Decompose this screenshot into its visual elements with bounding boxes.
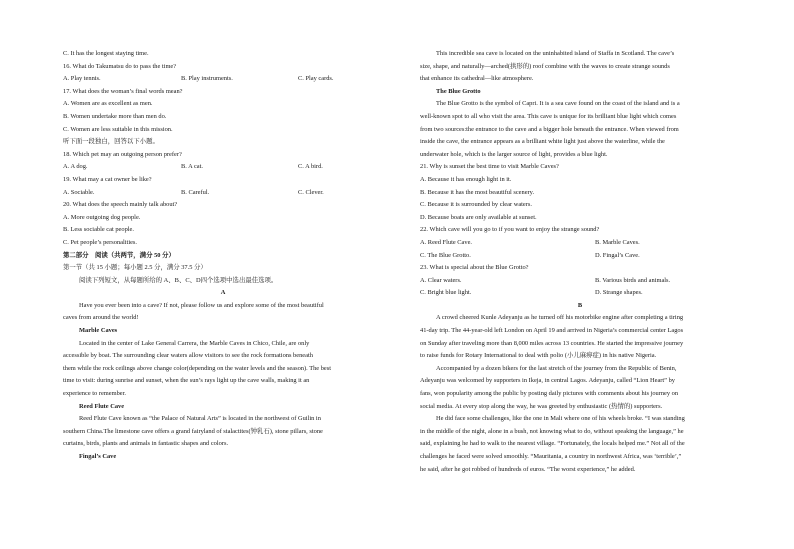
question-18: 18. Which pet may an outgoing person prefer?: [63, 150, 182, 158]
passage-b-line-10: in the middle of the night, alone in a bush, not knowing what to do, without speaking the language,” he: [420, 427, 684, 435]
blue-line-5: underwater hole, which is the larger source of light, provides a blue light.: [420, 150, 608, 158]
fingal-line-2: size, shape, and naturally—arched(拱形的) roof combine with the waves to create strange sounds: [420, 62, 670, 70]
passage-b-line-13: he said, after he got robbed of hundreds of euros. “The worst experience,” he added.: [420, 465, 636, 473]
q15-option-c: C. It has the longest staying time.: [63, 50, 149, 57]
passage-b-line-6: Adeyanju was welcomed by supporters in Ikeja, in central Lagos. Adeyanju, called “Lion Heart” by: [420, 377, 676, 385]
marble-line-2: accessible by boat. The surrounding clear waters allow visitors to see the rock formations beneath: [63, 352, 313, 360]
q16-option-b: B. Play instruments.: [181, 75, 233, 83]
q17-option-b: B. Women undertake more than men do.: [63, 112, 167, 120]
q18-option-c: C. A bird.: [298, 163, 323, 171]
listening-instruction: 听下面一段独白，回答以下小题。: [63, 138, 159, 146]
blue-line-4: inside the cave, the entrance appears as a brilliant white light just above the waterline, while the: [420, 138, 665, 146]
fingal-line-1: This incredible sea cave is located on the uninhabited island of Staffa in Scotland. The cave’s: [436, 50, 675, 57]
q19-options: [63, 187, 383, 200]
passage-b-label: B: [577, 301, 583, 309]
passage-b-line-7: fans, won popularity among the public by posting daily pictures with comments about his journey on: [420, 390, 679, 398]
q16-option-c: C. Play cards.: [298, 75, 334, 83]
blue-line-1: The Blue Grotto is the symbol of Capri. It is a sea cave found on the coast of the island and is a: [436, 100, 680, 108]
passage-b-line-12: challenges he faced were solved smoothly. “Mauritania, a country in northwest Africa, was ‘terrible’,”: [420, 453, 682, 460]
q22-options-ab: [420, 237, 740, 250]
question-22: 22. Which cave will you go to if you want to enjoy the strange sound?: [420, 226, 600, 234]
passage-a-intro-line-2: caves from around the world!: [63, 314, 139, 322]
passage-b-line-1: A crowd cheered Kunle Adeyanju as he turned off his motorbike engine after completing a tiring: [436, 314, 684, 322]
q19-option-c: C. Clever.: [298, 188, 324, 196]
reed-line-1: Reed Flute Cave known as “the Palace of Natural Arts” is located in the northwest of Guilin in: [79, 415, 321, 423]
passage-a-intro-line-1: Have you ever been into a cave? If not, please follow us and explore some of the most beautiful: [79, 301, 324, 309]
q21-option-a: A. Because it has enough light in it.: [420, 175, 512, 183]
q23-option-c: C. Bright blue light.: [420, 289, 472, 297]
question-21: 21. Why is sunset the best time to visit Marble Caves?: [420, 163, 559, 171]
passage-b-line-4: to raise funds for Rotary International to deal with polio (小儿麻痹症) in his native Nigeria.: [420, 352, 657, 360]
q20-option-b: B. Less sociable cat people.: [63, 226, 134, 234]
q23-options-ab: [420, 275, 740, 288]
q22-option-d: D. Fingal’s Cave.: [595, 251, 640, 259]
question-19: 19. What may a cat owner be like?: [63, 175, 152, 183]
question-17: 17. What does the woman’s final words mean?: [63, 87, 183, 95]
marble-line-5: experience to remember.: [63, 390, 126, 398]
passage-b-line-2: 41-day trip. The 44-year-old left London on April 19 and arrived in Nigeria’s commercial center Lagos: [420, 327, 684, 335]
part-two-heading: 第二部分 阅读（共两节，满分 50 分）: [63, 251, 175, 259]
blue-line-2: well-known spot to all who visit the area. This cave is unique for its brilliant blue light which comes: [420, 112, 677, 120]
passage-b-line-11: said, explaining he had to walk to the nearest village. “Fortunately, the locals helped me.” Not all of the: [420, 440, 685, 448]
question-16: 16. What do Takumatsu do to pass the time?: [63, 62, 177, 70]
q23-option-d: D. Strange shapes.: [595, 289, 643, 297]
passage-b-line-9: He did face some challenges, like the one in Mali where one of his wheels broke. “I was standing: [436, 415, 685, 423]
q22-option-c: C. The Blue Grotto.: [420, 251, 471, 259]
fingal-line-3: that enhance its cathedral—like atmosphere.: [420, 75, 534, 83]
q21-option-b: B. Because it has the most beautiful scenery.: [420, 188, 535, 196]
q17-option-a: A. Women are as excellent as men.: [63, 100, 153, 108]
q22-options-cd: [420, 250, 740, 263]
marble-caves-title: Marble Caves: [79, 327, 118, 335]
marble-line-4: time to visit: during sunrise and sunset, when the sun’s rays light up the cave walls, making it an: [63, 377, 310, 385]
q17-option-c: C. Women are less suitable in this mission.: [63, 125, 173, 133]
q16-options: [63, 73, 383, 86]
q20-option-c: C. Pet people’s personalities.: [63, 238, 138, 246]
q23-option-a: A. Clear waters.: [420, 276, 462, 284]
q22-option-b: B. Marble Caves.: [595, 238, 640, 246]
marble-line-3: them while the rock ceilings above change color(depending on the water levels and the season). The best: [63, 364, 332, 372]
left-column: [63, 48, 383, 464]
q22-option-a: A. Reed Flute Cave.: [420, 238, 473, 246]
blue-line-3: from two sources:the entrance to the cave and a bigger hole beneath the entrance. When viewed from: [420, 125, 679, 133]
q16-option-a: A. Play tennis.: [63, 75, 101, 83]
q23-option-b: B. Various birds and animals.: [595, 276, 671, 284]
q20-option-a: A. More outgoing dog people.: [63, 213, 141, 221]
q23-options-cd: [420, 287, 740, 300]
q18-option-a: A. A dog.: [63, 163, 88, 171]
question-20: 20. What does the speech mainly talk about?: [63, 201, 178, 209]
right-column: [420, 48, 740, 476]
reed-flute-cave-title: Reed Flute Cave: [79, 402, 125, 410]
q18-option-b: B. A cat.: [181, 163, 204, 171]
reed-line-2: southern China.The limestone cave offers a grand fairyland of stalactites(钟乳石), stone pillars, stone: [63, 427, 323, 435]
section-one-heading: 第一节（共 15 小题；每小题 2.5 分，满分 37.5 分）: [63, 264, 207, 272]
marble-line-1: Located in the center of Lake General Carrera, the Marble Caves in Chico, Chile, are only: [79, 339, 310, 347]
passage-b-line-8: social media. At every stop along the way, he was greeted by enthusiastic (热情的) supporters.: [420, 402, 663, 410]
q19-option-a: A. Sociable.: [63, 188, 95, 196]
passage-b-line-5: Accompanied by a dozen bikers for the last stretch of the journey from the Republic of Benin,: [436, 364, 677, 372]
q19-option-b: B. Careful.: [181, 188, 210, 196]
q18-options: [63, 161, 383, 174]
reading-instruction: 阅读下列短文，从每题所给的 A、B、C、D四个选项中选出最佳选项。: [79, 276, 278, 284]
passage-a-label: A: [220, 289, 226, 297]
fingals-cave-title: Fingal’s Cave: [79, 453, 117, 460]
q21-option-c: C. Because it is surrounded by clear waters.: [420, 201, 532, 209]
reed-line-3: curtains, birds, plants and animals in fantastic shapes and colors.: [63, 440, 229, 448]
question-23: 23. What is special about the Blue Grotto?: [420, 264, 529, 272]
passage-b-line-3: on Sunday after traveling more than 8,000 miles across 13 countries. He started the impressive journey: [420, 339, 684, 347]
blue-grotto-title: The Blue Grotto: [436, 87, 481, 95]
q21-option-d: D. Because boats are only available at sunset.: [420, 213, 537, 221]
